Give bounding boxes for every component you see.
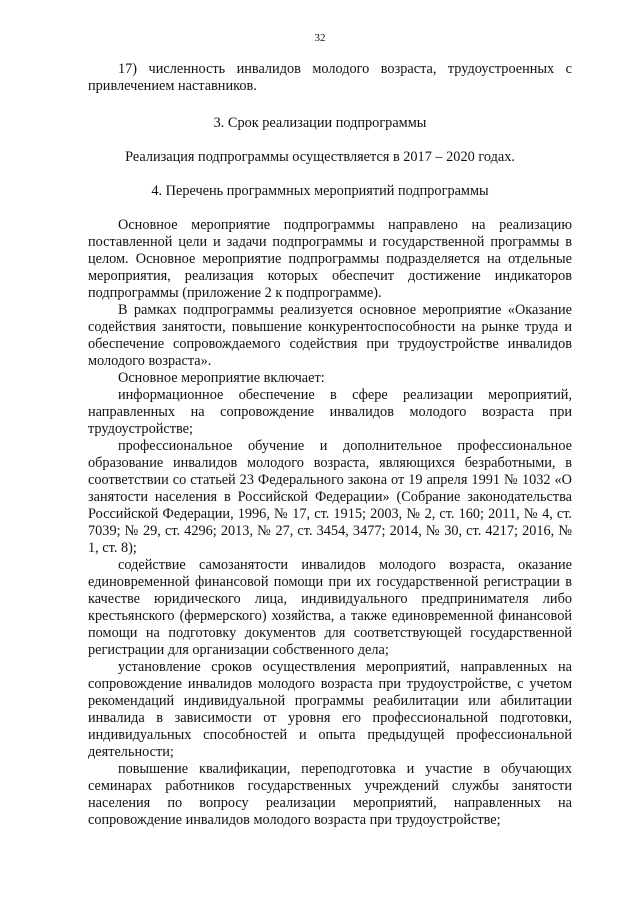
paragraph: содействие самозанятости инвалидов молодого возраста, оказание единовременной финансовой помощи при их государственной регистрации в качестве юридического лица, индивидуального предпринимателя либо крестьянского (фермерского) хозяйства, а также единовременной финансовой помощи на подготовку документов для соответствующей государственной регистрации для организации собственного дела;: [88, 557, 572, 658]
paragraph: Основное мероприятие подпрограммы направлено на реализацию поставленной цели и задачи подпрограммы и государственной программы в целом. Основное мероприятие подпрограммы подразделяется на отдельные мероприятия, реализация которых обеспечит достижение индикаторов подпрограммы (приложение 2 к подпрограмме).: [88, 217, 572, 301]
paragraph: Основное мероприятие включает:: [118, 370, 325, 386]
section4-title: 4. Перечень программных мероприятий подпрограммы: [151, 183, 489, 199]
intro-item-text: 17) численность инвалидов молодого возраста, трудоустроенных с привлечением наставников.: [88, 61, 572, 94]
page-number: 32: [314, 32, 326, 44]
paragraph: информационное обеспечение в сфере реализации мероприятий, направленных на сопровождение инвалидов молодого возраста при трудоустройстве;: [88, 387, 572, 437]
paragraph: профессиональное обучение и дополнительное профессиональное образование инвалидов молодого возраста, являющихся безработными, в соответствии со статьей 23 Федерального закона от 19 апреля 1991 № 1032 «О занятости населения в Российской Федерации» (Собрание законодательства Российской Федерации, 1996, № 17, ст. 1915; 2003, № 2, ст. 160; 2011, № 4, ст. 7039; № 29, ст. 4296; 2013, № 27, ст. 3454, 3477; 2014, № 30, ст. 4217; 2016, № 1, ст. 8);: [88, 438, 572, 556]
section3-text: Реализация подпрограммы осуществляется в 2017 – 2020 годах.: [125, 149, 515, 165]
section4-body: [88, 217, 572, 829]
paragraph: В рамках подпрограммы реализуется основное мероприятие «Оказание содействия занятости, повышение конкурентоспособности на рынке труда и обеспечение сопровождаемого содействия при трудоустройстве инвалидов молодого возраста».: [88, 302, 572, 369]
section3-title: 3. Срок реализации подпрограммы: [213, 115, 427, 131]
intro-item: [88, 61, 572, 95]
paragraph: повышение квалификации, переподготовка и участие в обучающих семинарах работников государственных учреждений службы занятости населения по вопросу реализации мероприятий, направленных на сопровождение инвалидов молодого возраста при трудоустройстве;: [88, 761, 572, 828]
paragraph: установление сроков осуществления мероприятий, направленных на сопровождение инвалидов молодого возраста при трудоустройстве, с учетом рекомендаций индивидуальной программы реабилитации или абилитации инвалида в зависимости от уровня его профессиональной подготовки, индивидуальных способностей и опыта предыдущей профессиональной деятельности;: [88, 659, 572, 760]
